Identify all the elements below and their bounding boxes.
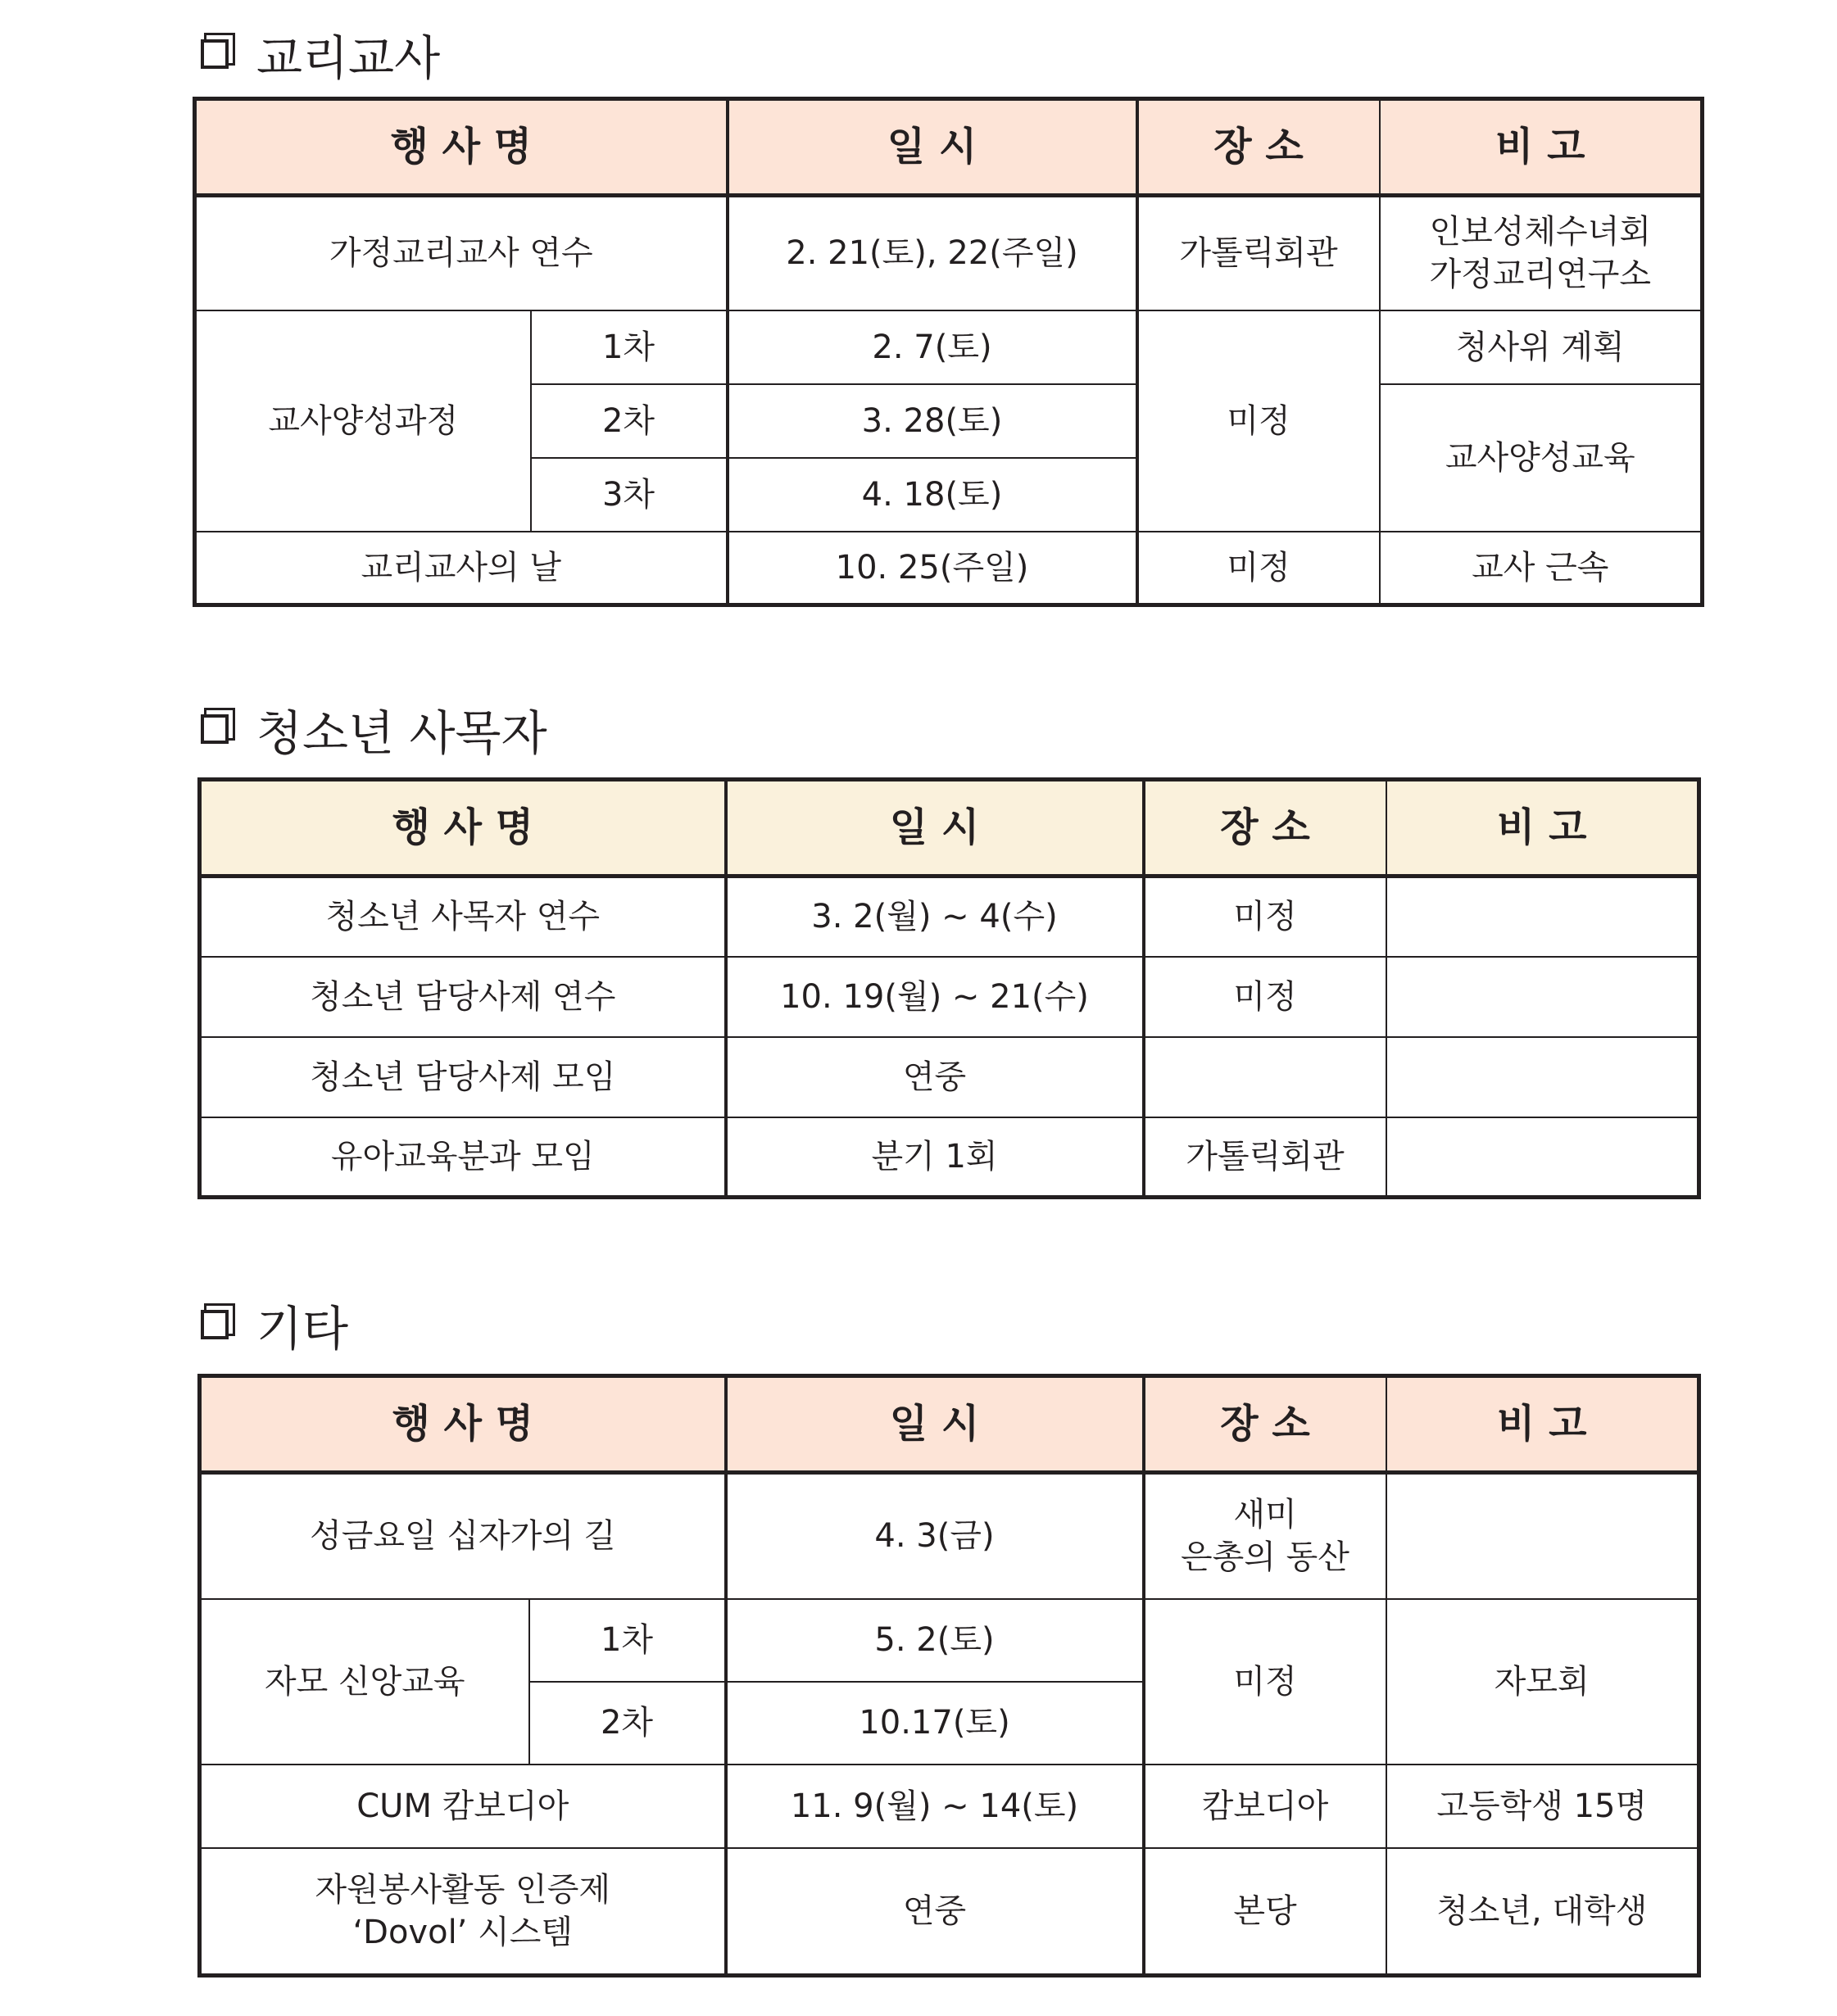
note-cell: 자모회 xyxy=(1386,1599,1699,1765)
section-title-text: 교리교사 xyxy=(256,30,441,86)
place-line: 새미 xyxy=(1233,1496,1297,1534)
note-cell: 고등학생 15명 xyxy=(1386,1765,1699,1848)
event-name-cell: 교사양성과정 xyxy=(195,310,531,532)
date-cell: 2. 21(토), 22(주일) xyxy=(728,196,1137,310)
place-cell: 가톨릭회관 xyxy=(1144,1117,1386,1198)
date-cell: 11. 9(월) ~ 14(토) xyxy=(726,1765,1144,1848)
event-name-cell: 청소년 담당사제 연수 xyxy=(200,957,726,1037)
date-cell: 2. 7(토) xyxy=(728,310,1137,384)
date-cell: 분기 1회 xyxy=(726,1117,1144,1198)
table-row xyxy=(200,1117,1699,1198)
place-cell: 캄보디아 xyxy=(1144,1765,1386,1848)
event-name-cell: 청소년 담당사제 모임 xyxy=(200,1037,726,1117)
teachers-table xyxy=(193,97,1704,607)
event-name-cell: 가정교리교사 연수 xyxy=(195,196,728,310)
youth-ministers-table xyxy=(197,777,1701,1199)
header-event-name: 행 사 명 xyxy=(195,99,728,196)
table-row xyxy=(200,957,1699,1037)
date-cell: 5. 2(토) xyxy=(726,1599,1144,1682)
date-cell: 3. 28(토) xyxy=(728,384,1137,458)
header-date: 일 시 xyxy=(726,1376,1144,1473)
header-event-name: 행 사 명 xyxy=(200,780,726,877)
event-name-line: 자원봉사활동 인증제 xyxy=(315,1870,610,1909)
header-place: 장 소 xyxy=(1137,99,1380,196)
table-row xyxy=(200,1599,1699,1682)
section-title-others xyxy=(201,1292,348,1357)
note-cell: 교사양성교육 xyxy=(1380,384,1703,532)
place-cell: 가톨릭회관 xyxy=(1137,196,1380,310)
event-name-cell: 청소년 사목자 연수 xyxy=(200,877,726,957)
header-date: 일 시 xyxy=(726,780,1144,877)
place-cell: 미정 xyxy=(1144,957,1386,1037)
header-place: 장 소 xyxy=(1144,780,1386,877)
date-cell: 연중 xyxy=(726,1848,1144,1976)
note-cell xyxy=(1386,957,1699,1037)
header-place: 장 소 xyxy=(1144,1376,1386,1473)
note-cell: 청사위 계획 xyxy=(1380,310,1703,384)
session-label-cell: 1차 xyxy=(529,1599,726,1682)
event-name-cell: 자모 신앙교육 xyxy=(200,1599,529,1765)
note-line: 가정교리연구소 xyxy=(1429,256,1651,294)
note-cell xyxy=(1386,1473,1699,1599)
header-note: 비 고 xyxy=(1386,780,1699,877)
date-cell: 4. 3(금) xyxy=(726,1473,1144,1599)
date-cell: 10. 25(주일) xyxy=(728,532,1137,605)
place-cell xyxy=(1144,1037,1386,1117)
header-note: 비 고 xyxy=(1380,99,1703,196)
date-cell: 10. 19(월) ~ 21(수) xyxy=(726,957,1144,1037)
section-title-text: 청소년 사목자 xyxy=(256,705,547,761)
note-cell xyxy=(1386,1037,1699,1117)
note-line: 인보성체수녀회 xyxy=(1429,213,1651,251)
table-row xyxy=(200,1765,1699,1848)
note-cell: 청소년, 대학생 xyxy=(1386,1848,1699,1976)
table-row xyxy=(200,1037,1699,1117)
note-cell xyxy=(1380,196,1703,310)
date-cell: 10.17(토) xyxy=(726,1682,1144,1765)
session-label-cell: 2차 xyxy=(529,1682,726,1765)
date-cell: 연중 xyxy=(726,1037,1144,1117)
date-cell: 3. 2(월) ~ 4(수) xyxy=(726,877,1144,957)
header-event-name: 행 사 명 xyxy=(200,1376,726,1473)
checkbox-square-icon xyxy=(201,1310,229,1339)
place-cell: 미정 xyxy=(1137,310,1380,532)
event-name-cell: 성금요일 십자가의 길 xyxy=(200,1473,726,1599)
header-note: 비 고 xyxy=(1386,1376,1699,1473)
event-name-cell: 유아교육분과 모임 xyxy=(200,1117,726,1198)
section-title-text: 기타 xyxy=(256,1301,349,1357)
table-row xyxy=(200,1848,1699,1976)
table-row xyxy=(195,532,1703,605)
place-line: 은총의 동산 xyxy=(1181,1538,1349,1577)
date-cell: 4. 18(토) xyxy=(728,458,1137,532)
section-title-teachers xyxy=(201,21,440,87)
event-name-cell: 교리교사의 날 xyxy=(195,532,728,605)
checkbox-square-icon xyxy=(201,39,229,69)
table-row xyxy=(200,1473,1699,1599)
note-cell: 교사 근속 xyxy=(1380,532,1703,605)
header-date: 일 시 xyxy=(728,99,1137,196)
others-table xyxy=(197,1374,1701,1977)
checkbox-square-icon xyxy=(201,714,229,744)
place-cell: 미정 xyxy=(1137,532,1380,605)
session-label-cell: 3차 xyxy=(531,458,728,532)
note-cell xyxy=(1386,877,1699,957)
table-row xyxy=(200,877,1699,957)
table-row xyxy=(195,310,1703,384)
place-cell: 미정 xyxy=(1144,877,1386,957)
event-name-line: ‘Dovol’ 시스템 xyxy=(352,1913,574,1951)
section-title-youth xyxy=(201,696,547,762)
event-name-cell xyxy=(200,1848,726,1976)
place-cell: 본당 xyxy=(1144,1848,1386,1976)
place-cell: 미정 xyxy=(1144,1599,1386,1765)
session-label-cell: 2차 xyxy=(531,384,728,458)
note-cell xyxy=(1386,1117,1699,1198)
event-name-cell: CUM 캄보디아 xyxy=(200,1765,726,1848)
session-label-cell: 1차 xyxy=(531,310,728,384)
table-row xyxy=(195,196,1703,310)
place-cell xyxy=(1144,1473,1386,1599)
